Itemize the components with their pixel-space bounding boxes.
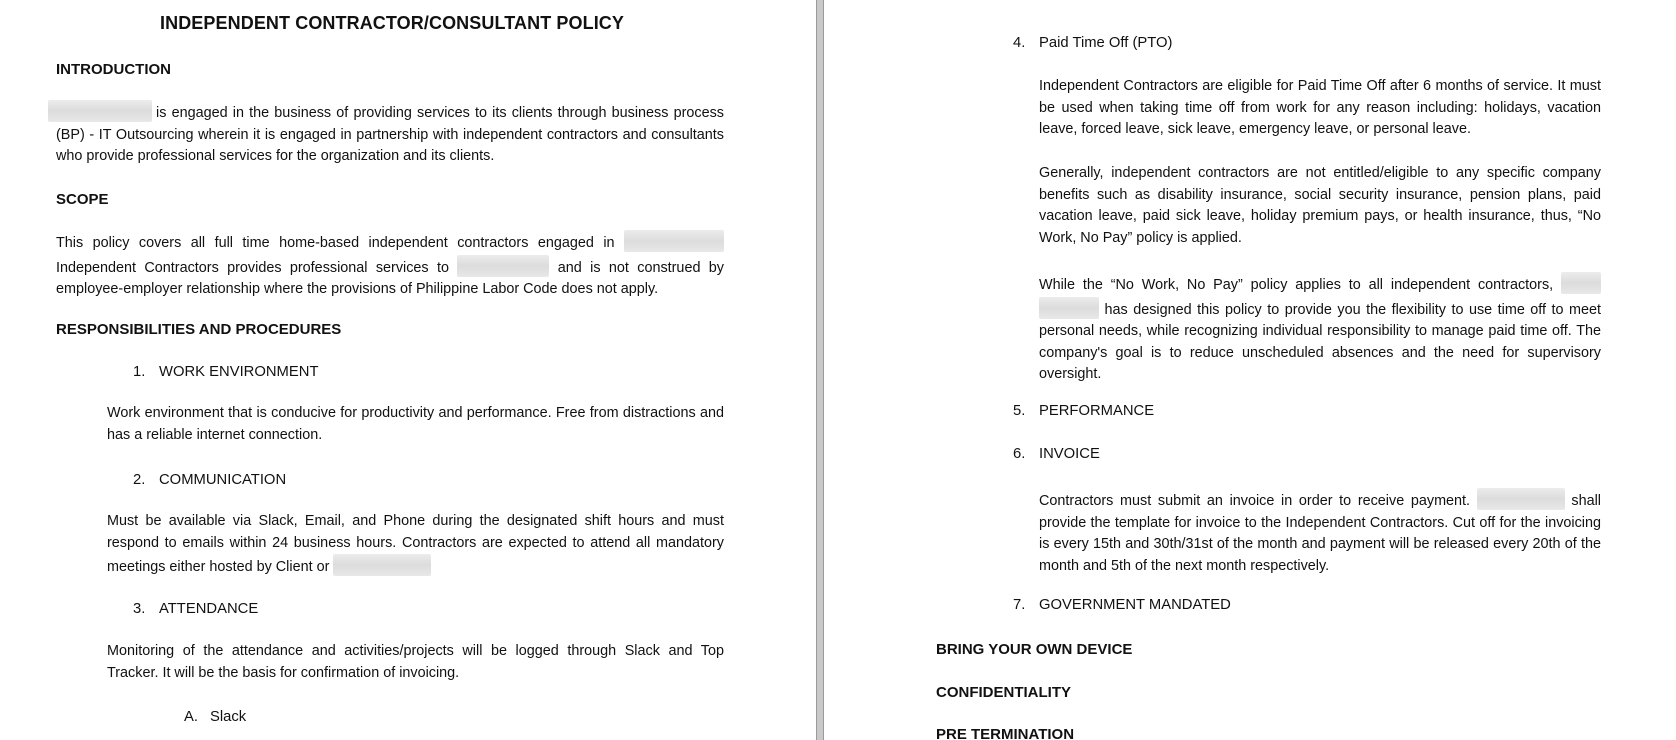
responsibilities-heading: RESPONSIBILITIES AND PROCEDURES	[56, 321, 342, 338]
paragraph-text: Monitoring of the attendance and activities/projects will be logged through Slack and Top Tracker. It will be the basis for confirmation of invoicing.	[107, 643, 724, 681]
scope-text-2: Independent Contractors provides professional services to	[56, 259, 449, 276]
list-number: 1.	[133, 364, 146, 380]
list-number: 2.	[133, 472, 146, 488]
list-item-attendance	[133, 601, 258, 617]
list-item-communication	[133, 472, 286, 488]
list-number: A.	[184, 709, 198, 725]
paragraph-text: Work environment that is conducive for productivity and performance. Free from distractions and has a reliable internet connection.	[107, 405, 724, 443]
sub-item-slack	[184, 709, 246, 725]
work-environment-paragraph	[107, 403, 724, 446]
byod-heading: BRING YOUR OWN DEVICE	[936, 641, 1133, 658]
redacted-company-name	[457, 255, 549, 277]
redacted-company-name	[624, 230, 724, 252]
communication-paragraph	[107, 511, 724, 579]
list-item-label: COMMUNICATION	[159, 472, 287, 488]
list-item-label: PERFORMANCE	[1039, 403, 1155, 419]
paragraph-text: While the “No Work, No Pay” policy applies to all independent contractors,	[1039, 277, 1554, 293]
list-item-invoice	[1013, 446, 1100, 462]
list-number: 6.	[1013, 446, 1026, 462]
list-number: 3.	[133, 601, 146, 617]
invoice-paragraph	[1039, 488, 1601, 577]
redacted-company-name	[333, 554, 431, 576]
list-item-label: WORK ENVIRONMENT	[159, 364, 319, 380]
paragraph-text: Generally, independent contractors are not entitled/eligible to any specific company benefits such as disability insurance, social security insurance, pension plans, paid vacation leave, paid sick leave, holiday premium pays, or health insurance, thus, “No Work, No Pay” policy is applied.	[1039, 165, 1601, 246]
paragraph-text: has designed this policy to provide you the flexibility to use time off to meet personal needs, while recognizing individual responsibility to manage paid time off. The company's goal is to reduce unscheduled absences and the need for supervisory oversight.	[1039, 301, 1602, 382]
list-item-label: ATTENDANCE	[159, 601, 259, 617]
redacted-company-name	[48, 100, 152, 122]
confidentiality-heading: CONFIDENTIALITY	[936, 684, 1071, 701]
pre-termination-heading: PRE TERMINATION	[936, 726, 1075, 740]
pto-paragraph-3	[1039, 272, 1601, 386]
attendance-paragraph	[107, 641, 724, 684]
list-item-performance	[1013, 403, 1154, 419]
redacted-company-name	[1561, 272, 1601, 294]
introduction-text: is engaged in the business of providing services to its clients through business process (BP) - IT Outsourcing wherein it is engaged in partnership with independent contractors and consultants who provide professional services for the organization and its clients.	[56, 105, 724, 164]
list-number: 4.	[1013, 35, 1026, 51]
scope-heading: SCOPE	[56, 191, 109, 208]
scope-text-1: This policy covers all full time home-based independent contractors engaged in	[56, 235, 615, 251]
document-title: INDEPENDENT CONTRACTOR/CONSULTANT POLICY	[160, 13, 625, 33]
introduction-heading: INTRODUCTION	[56, 61, 171, 78]
list-item-work-environment	[133, 364, 318, 380]
paragraph-text: Must be available via Slack, Email, and Phone during the designated shift hours and must respond to emails within 24 business hours. Contractors are expected to attend all mandatory meetings either hosted by Client or	[107, 513, 724, 575]
introduction-paragraph	[56, 100, 724, 168]
paragraph-text: Independent Contractors are eligible for Paid Time Off after 6 months of service. It must be used when taking time off from work for any reason including: holidays, vacation leave, forced leave, sick leave, emergency leave, or personal leave.	[1039, 78, 1601, 137]
list-item-label: Slack	[210, 709, 247, 725]
scope-paragraph	[56, 230, 724, 301]
redacted-company-name	[1477, 488, 1565, 510]
document-page-left	[0, 0, 816, 740]
paragraph-text: shall provide the template for invoice to the Independent Contractors. Cut off for the invoicing is every 15th and 30th/31st of the month and payment will be released every 20th of the month and 5th of the next month respectively.	[1039, 493, 1602, 574]
list-item-label: GOVERNMENT MANDATED	[1039, 597, 1231, 613]
list-item-label: INVOICE	[1039, 446, 1100, 462]
list-item-government-mandated	[1013, 597, 1231, 613]
pto-paragraph-1	[1039, 76, 1601, 141]
list-item-label: Paid Time Off (PTO)	[1039, 35, 1173, 51]
list-number: 7.	[1013, 597, 1026, 613]
pto-paragraph-2	[1039, 163, 1601, 249]
list-item-paid-time-off	[1013, 35, 1172, 51]
page-divider	[816, 0, 824, 740]
redacted-company-name	[1039, 297, 1099, 319]
document-page-right	[824, 0, 1676, 740]
paragraph-text: Contractors must submit an invoice in order to receive payment.	[1039, 493, 1471, 509]
scope-text-3: and is not construed by employee-employer relationship where the provisions of Philippine Labor Code does not apply.	[56, 259, 725, 297]
list-number: 5.	[1013, 403, 1026, 419]
